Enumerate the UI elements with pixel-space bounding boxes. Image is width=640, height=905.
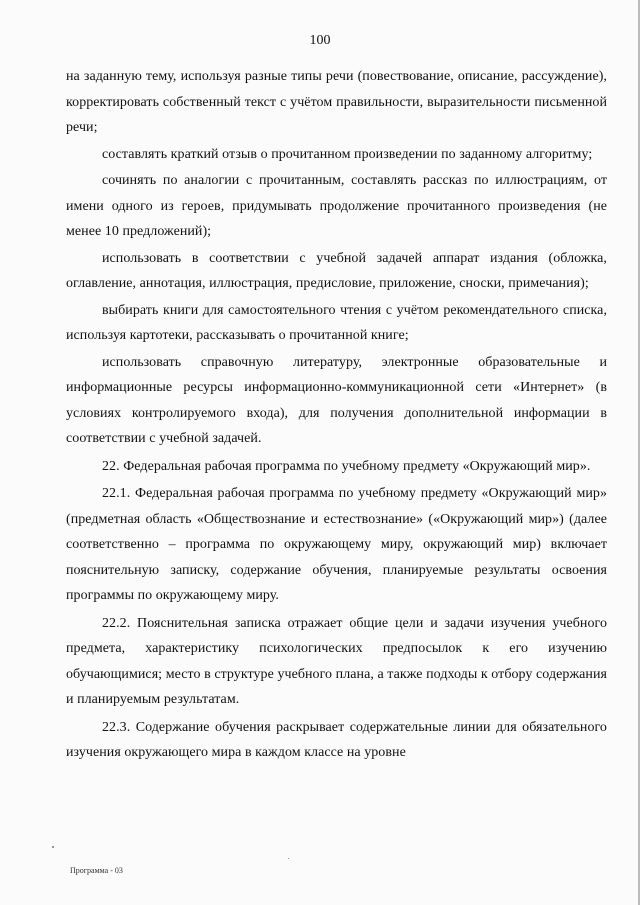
paragraph: 22.3. Содержание обучения раскрывает содержательные линии для обязательного изучения окружающего мира в каждом классе на уровне [66,719,607,760]
body-text [66,64,607,766]
paragraph: использовать справочную литературу, электронные образовательные и информационные ресурсы информационно-коммуникационной сети «Интернет» (в условиях контролируемого входа), для получения дополнительной информации в соответствии с учебной задачей. [66,354,607,446]
section-heading: 22. Федеральная рабочая программа по учебному предмету «Окружающий мир». [102,458,591,474]
paragraph: выбирать книги для самостоятельного чтения с учётом рекомендательного списка, используя картотеки, рассказывать о прочитанной книге; [66,302,607,343]
footer-note: Программа - 03 [70,866,123,875]
page-number: 100 [309,33,331,48]
paragraph: сочинять по аналогии с прочитанным, составлять рассказ по иллюстрациям, от имени одного из героев, придумывать продолжение прочитанного произведения (не менее 10 предложений); [66,173,607,239]
paragraph: на заданную тему, используя разные типы речи (повествование, описание, рассуждение), корректировать собственный текст с учётом правильности, выразительности письменной речи; [66,69,607,135]
paragraph: составлять краткий отзыв о прочитанном произведении по заданному алгоритму; [102,146,593,162]
scan-speck [288,858,289,859]
paragraph: 22.2. Пояснительная записка отражает общие цели и задачи изучения учебного предмета, характеристику психологических предпосылок к его изучению обучающимися; место в структуре учебного плана, а также подходы к отбору содержания и планируемым результатам. [66,615,607,707]
paragraph: 22.1. Федеральная рабочая программа по учебному предмету «Окружающий мир» (предметная область «Обществознание и естествознание» («Окружающий мир») (далее соответственно – программа по окружающему миру, окружающий мир) включает пояснительную записку, содержание обучения, планируемые результаты освоения программы по окружающему миру. [66,486,607,603]
scan-speck [52,846,54,848]
paragraph: использовать в соответствии с учебной задачей аппарат издания (обложка, оглавление, аннотация, иллюстрация, предисловие, приложение, сноски, примечания); [66,250,607,291]
